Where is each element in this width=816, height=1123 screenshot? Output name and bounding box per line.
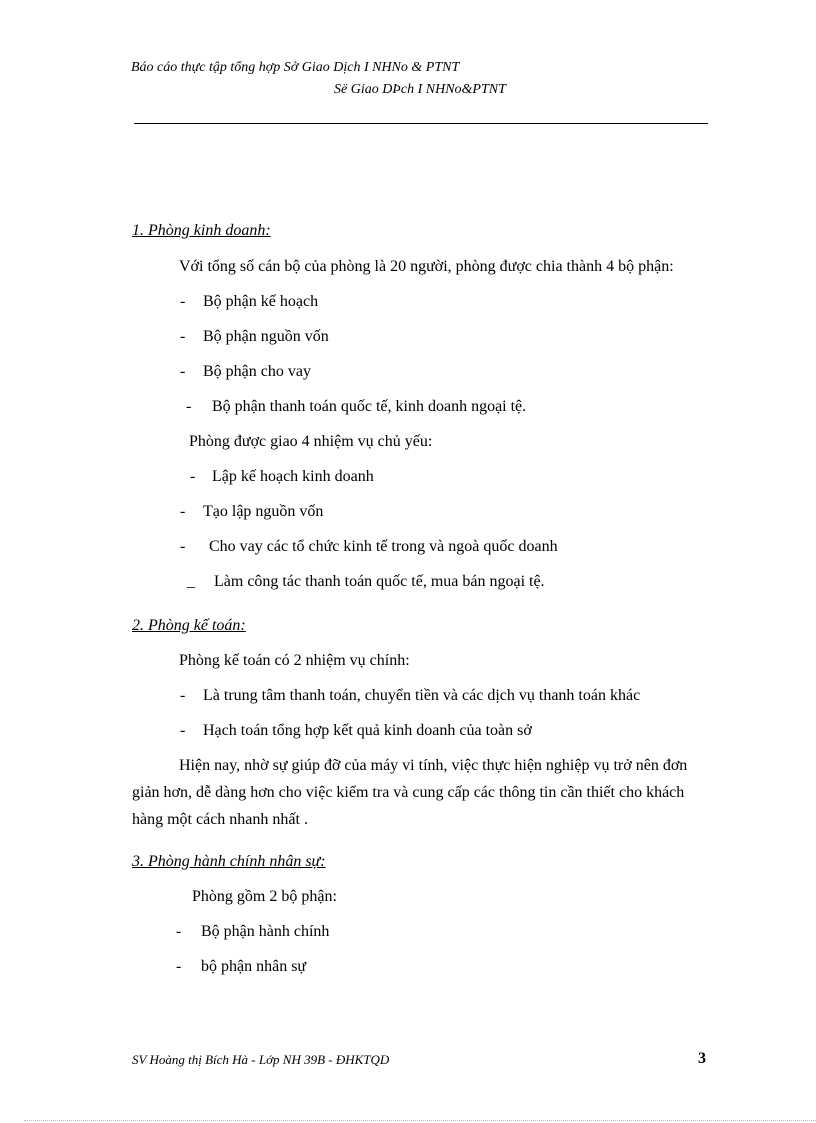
paragraph-line: giản hơn, dễ dàng hơn cho việc kiểm tra và cung cấp các thông tin cần thiết cho khách	[132, 784, 685, 801]
header-title: Báo cáo thực tập tổng hợp Sở Giao Dịch I NHNo & PTNT	[131, 60, 460, 75]
list-marker: -	[180, 503, 186, 520]
section-intro: Với tổng số cán bộ của phòng là 20 người, phòng được chia thành 4 bộ phận:	[179, 258, 674, 275]
list-item: Là trung tâm thanh toán, chuyển tiền và các dịch vụ thanh toán khác	[203, 687, 641, 704]
list-item: Cho vay các tổ chức kinh tế trong và ngoà quốc doanh	[209, 538, 558, 555]
section-heading-ke-toan: 2. Phòng kế toán:	[132, 617, 246, 634]
header-subtitle: Së Giao DÞch I NHNo&PTNT	[334, 82, 506, 97]
list-marker: -	[176, 923, 182, 940]
section-heading-hanh-chinh: 3. Phòng hành chính nhân sự:	[132, 853, 326, 870]
list-marker: -	[180, 538, 186, 555]
section-intro: Phòng gồm 2 bộ phận:	[192, 888, 337, 905]
page-number: 3	[698, 1050, 706, 1067]
list-marker: -	[180, 293, 186, 310]
list-marker: _	[187, 573, 195, 590]
header-divider	[134, 123, 708, 124]
list-item: Lập kế hoạch kinh doanh	[212, 468, 374, 485]
list-marker: -	[180, 687, 186, 704]
list-marker: -	[190, 468, 196, 485]
list-item: Bộ phận cho vay	[203, 363, 311, 380]
paragraph-line: Hiện nay, nhờ sự giúp đỡ của máy vi tính, việc thực hiện nghiệp vụ trở nên đơn	[179, 757, 688, 774]
list-marker: -	[180, 363, 186, 380]
list-marker: -	[180, 328, 186, 345]
list-item: Bộ phận thanh toán quốc tế, kinh doanh ngoại tệ.	[212, 398, 527, 415]
footer-author: SV Hoàng thị Bích Hà - Lớp NH 39B - ĐHKTQD	[132, 1052, 390, 1067]
list-item: Hạch toán tổng hợp kết quả kinh doanh của toàn sở	[203, 722, 532, 739]
list-item: Tạo lập nguồn vốn	[203, 503, 324, 520]
page-bottom-border	[24, 1120, 816, 1121]
list-marker: -	[176, 958, 182, 975]
list-item: Bộ phận kế hoạch	[203, 293, 319, 310]
list-item: Bộ phận nguồn vốn	[203, 328, 329, 345]
list-item: Làm công tác thanh toán quốc tế, mua bán ngoại tệ.	[214, 573, 545, 590]
section-heading-kinh-doanh: 1. Phòng kinh doanh:	[132, 222, 271, 239]
list-marker: -	[186, 398, 192, 415]
list-item: bộ phận nhân sự	[201, 958, 307, 975]
list-item: Bộ phận hành chính	[201, 923, 330, 940]
section-intro: Phòng kế toán có 2 nhiệm vụ chính:	[179, 652, 410, 669]
list-marker: -	[180, 722, 186, 739]
section-intro-tasks: Phòng được giao 4 nhiệm vụ chủ yếu:	[189, 433, 433, 450]
paragraph-line: hàng một cách nhanh nhất .	[132, 811, 308, 828]
